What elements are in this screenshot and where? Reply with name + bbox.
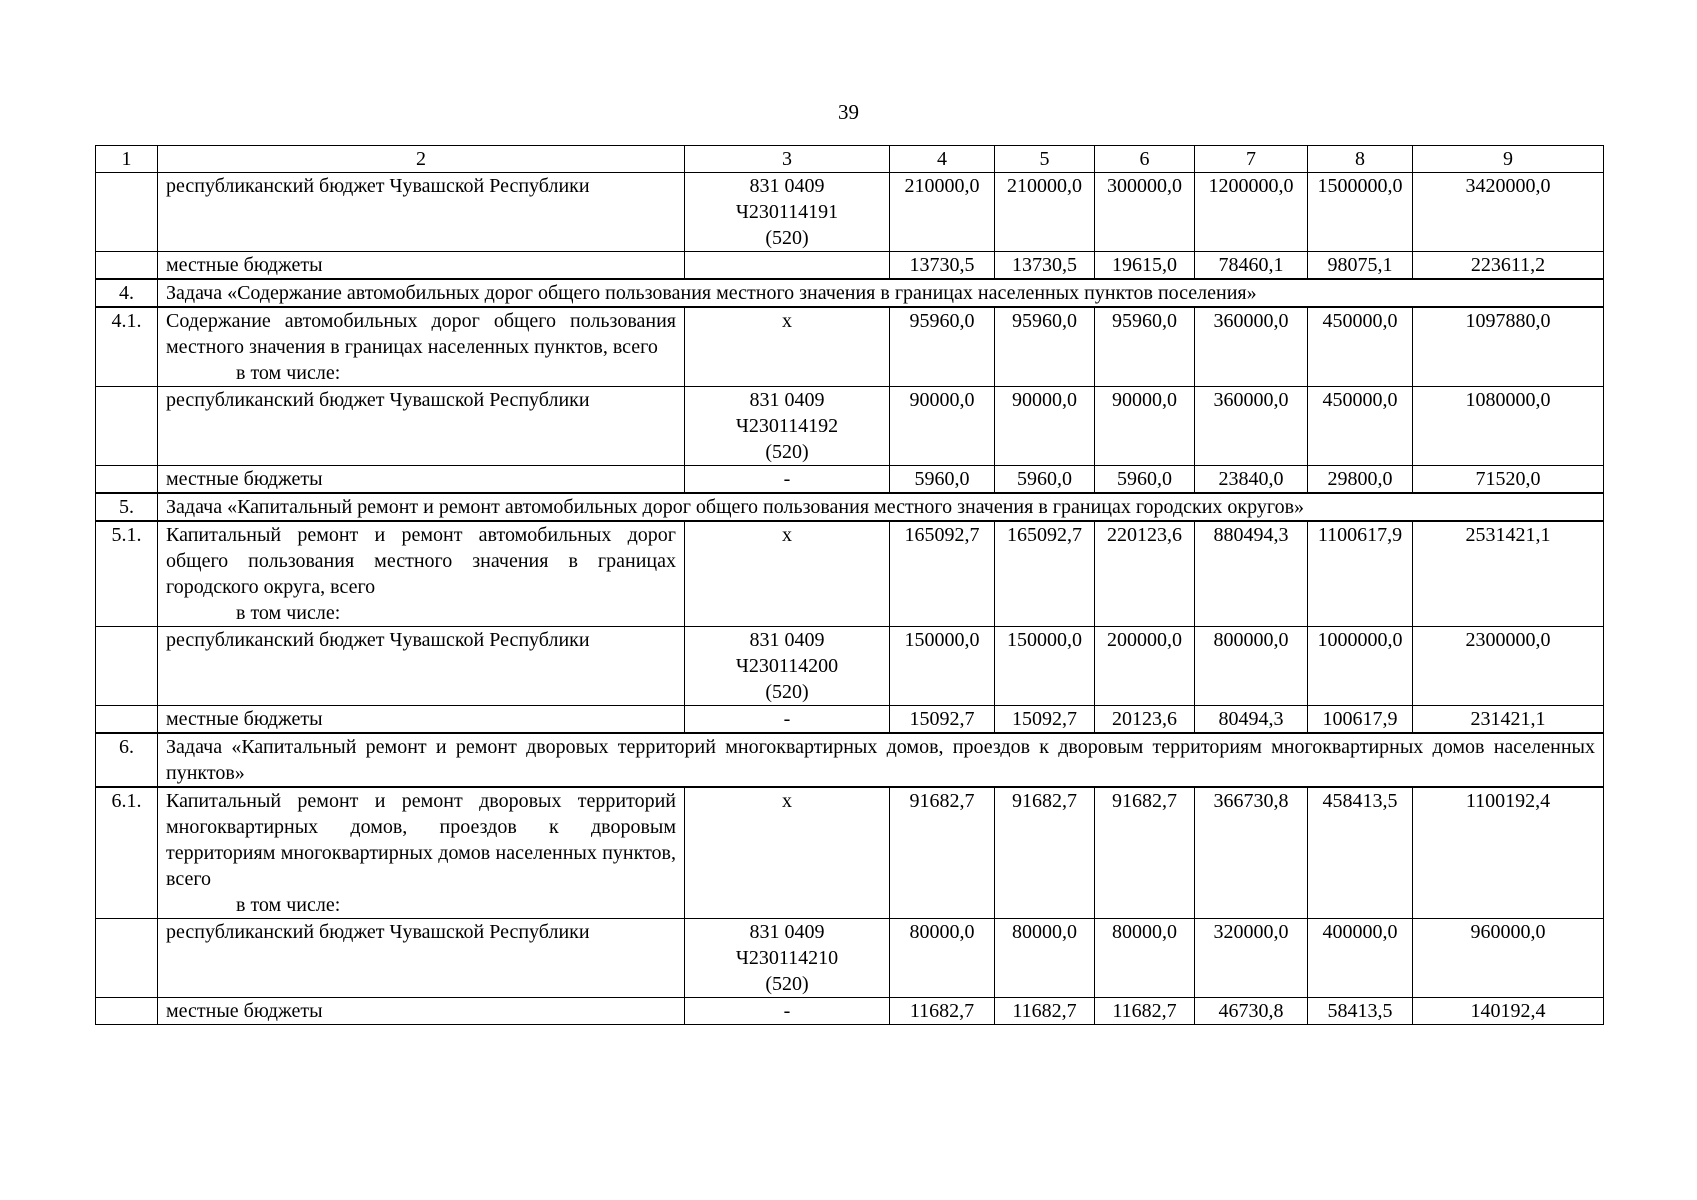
amount-cell: 71520,0: [1413, 466, 1604, 494]
row-number: 4.: [96, 279, 158, 307]
amount-cell: 220123,6: [1095, 521, 1195, 627]
budget-code: [685, 466, 890, 494]
amount-cell: 11682,7: [995, 998, 1095, 1025]
budget-code-line: х: [782, 310, 792, 332]
amount-cell: 29800,0: [1308, 466, 1413, 494]
amount-cell: 13730,5: [995, 252, 1095, 280]
amount-cell: 450000,0: [1308, 307, 1413, 387]
amount-cell: 458413,5: [1308, 787, 1413, 919]
amount-cell: 91682,7: [1095, 787, 1195, 919]
budget-code: [685, 998, 890, 1025]
row-number: 6.: [96, 733, 158, 787]
funding-source-row: [96, 466, 1604, 494]
budget-code-line: 831 0409: [749, 389, 825, 411]
row-description: [158, 252, 685, 280]
amount-cell: 150000,0: [995, 627, 1095, 706]
amount-cell: 78460,1: [1195, 252, 1308, 280]
budget-table: [95, 145, 1604, 1025]
amount-cell: 90000,0: [890, 387, 995, 466]
row-number: [96, 173, 158, 252]
task-title: Задача «Капитальный ремонт и ремонт автомобильных дорог общего пользования местного значения в границах городских округов»: [158, 493, 1604, 521]
item-row: [96, 307, 1604, 387]
amount-cell: 11682,7: [1095, 998, 1195, 1025]
funding-source-row: [96, 706, 1604, 734]
amount-cell: 100617,9: [1308, 706, 1413, 734]
amount-cell: 5960,0: [1095, 466, 1195, 494]
including-note: в том числе:: [236, 362, 341, 384]
amount-cell: 95960,0: [995, 307, 1095, 387]
table-body: [96, 146, 1604, 1025]
description-text: Капитальный ремонт и ремонт автомобильных дорог общего пользования местного значения в границах городского округа, всего: [166, 524, 676, 598]
budget-code-line: -: [783, 468, 791, 490]
budget-code-line: х: [782, 524, 792, 546]
amount-cell: 1097880,0: [1413, 307, 1604, 387]
column-number: 4: [890, 146, 995, 173]
row-description: [158, 173, 685, 252]
budget-code-line: Ч230114200: [735, 655, 839, 677]
budget-code-line: (520): [765, 973, 809, 995]
amount-cell: 90000,0: [995, 387, 1095, 466]
row-number: [96, 998, 158, 1025]
budget-code-line: -: [783, 1000, 791, 1022]
budget-code-line: 831 0409: [749, 175, 825, 197]
funding-source-row: [96, 252, 1604, 280]
amount-cell: 15092,7: [995, 706, 1095, 734]
amount-cell: 165092,7: [890, 521, 995, 627]
budget-code-line: Ч230114191: [735, 201, 839, 223]
amount-cell: 1500000,0: [1308, 173, 1413, 252]
row-number: [96, 627, 158, 706]
amount-cell: 95960,0: [1095, 307, 1195, 387]
amount-cell: 19615,0: [1095, 252, 1195, 280]
row-number: 5.1.: [96, 521, 158, 627]
budget-code-line: 831 0409: [749, 629, 825, 651]
amount-cell: 20123,6: [1095, 706, 1195, 734]
amount-cell: 300000,0: [1095, 173, 1195, 252]
amount-cell: 165092,7: [995, 521, 1095, 627]
amount-cell: 2300000,0: [1413, 627, 1604, 706]
funding-source-row: [96, 919, 1604, 998]
column-number: 9: [1413, 146, 1604, 173]
budget-code-line: (520): [765, 681, 809, 703]
amount-cell: 91682,7: [890, 787, 995, 919]
amount-cell: 360000,0: [1195, 387, 1308, 466]
task-row: [96, 279, 1604, 307]
budget-code: [685, 787, 890, 919]
funding-source-row: [96, 387, 1604, 466]
column-number: 3: [685, 146, 890, 173]
amount-cell: 210000,0: [995, 173, 1095, 252]
amount-cell: 200000,0: [1095, 627, 1195, 706]
description-text: Содержание автомобильных дорог общего пользования местного значения в границах населенных пунктов, всего: [166, 310, 676, 358]
amount-cell: 95960,0: [890, 307, 995, 387]
amount-cell: 320000,0: [1195, 919, 1308, 998]
budget-code: [685, 173, 890, 252]
amount-cell: 450000,0: [1308, 387, 1413, 466]
column-number: 7: [1195, 146, 1308, 173]
budget-code: [685, 387, 890, 466]
description-text: республиканский бюджет Чувашской Республики: [166, 175, 590, 197]
amount-cell: 2531421,1: [1413, 521, 1604, 627]
budget-code: [685, 706, 890, 734]
description-text: республиканский бюджет Чувашской Республики: [166, 629, 590, 651]
task-row: [96, 493, 1604, 521]
task-title: Задача «Содержание автомобильных дорог общего пользования местного значения в границах населенных пунктов поселения»: [158, 279, 1604, 307]
description-text: Капитальный ремонт и ремонт дворовых территорий многоквартирных домов, проездов к дворовым территориям многоквартирных домов населенных пунктов, всего: [166, 790, 676, 890]
amount-cell: 80494,3: [1195, 706, 1308, 734]
task-row: [96, 733, 1604, 787]
amount-cell: 13730,5: [890, 252, 995, 280]
row-description: [158, 307, 685, 387]
budget-code: [685, 252, 890, 280]
amount-cell: 98075,1: [1308, 252, 1413, 280]
row-description: [158, 998, 685, 1025]
amount-cell: 1100192,4: [1413, 787, 1604, 919]
budget-code-line: Ч230114192: [735, 415, 839, 437]
item-row: [96, 521, 1604, 627]
amount-cell: 90000,0: [1095, 387, 1195, 466]
amount-cell: 231421,1: [1413, 706, 1604, 734]
amount-cell: 80000,0: [890, 919, 995, 998]
amount-cell: 140192,4: [1413, 998, 1604, 1025]
amount-cell: 91682,7: [995, 787, 1095, 919]
amount-cell: 80000,0: [1095, 919, 1195, 998]
page-number: 39: [838, 100, 859, 124]
amount-cell: 960000,0: [1413, 919, 1604, 998]
budget-code-line: (520): [765, 227, 809, 249]
including-note: в том числе:: [236, 894, 341, 916]
budget-code-line: (520): [765, 441, 809, 463]
description-text: республиканский бюджет Чувашской Республики: [166, 389, 590, 411]
row-description: [158, 627, 685, 706]
amount-cell: 366730,8: [1195, 787, 1308, 919]
amount-cell: 210000,0: [890, 173, 995, 252]
amount-cell: 80000,0: [995, 919, 1095, 998]
item-row: [96, 787, 1604, 919]
amount-cell: 11682,7: [890, 998, 995, 1025]
funding-source-row: [96, 627, 1604, 706]
row-number: [96, 387, 158, 466]
amount-cell: 800000,0: [1195, 627, 1308, 706]
amount-cell: 1100617,9: [1308, 521, 1413, 627]
amount-cell: 23840,0: [1195, 466, 1308, 494]
column-number-row: [96, 146, 1604, 173]
row-description: [158, 706, 685, 734]
row-number: [96, 466, 158, 494]
amount-cell: 150000,0: [890, 627, 995, 706]
including-note: в том числе:: [236, 602, 341, 624]
amount-cell: 360000,0: [1195, 307, 1308, 387]
amount-cell: 3420000,0: [1413, 173, 1604, 252]
amount-cell: 1200000,0: [1195, 173, 1308, 252]
row-description: [158, 787, 685, 919]
budget-code-line: Ч230114210: [735, 947, 839, 969]
amount-cell: 1000000,0: [1308, 627, 1413, 706]
column-number: 5: [995, 146, 1095, 173]
budget-code-line: 831 0409: [749, 921, 825, 943]
description-text: республиканский бюджет Чувашской Республики: [166, 921, 590, 943]
budget-code: [685, 307, 890, 387]
funding-source-row: [96, 173, 1604, 252]
column-number: 2: [158, 146, 685, 173]
amount-cell: 880494,3: [1195, 521, 1308, 627]
row-number: 5.: [96, 493, 158, 521]
row-number: 4.1.: [96, 307, 158, 387]
column-number: 6: [1095, 146, 1195, 173]
amount-cell: 58413,5: [1308, 998, 1413, 1025]
budget-code: [685, 521, 890, 627]
row-description: [158, 919, 685, 998]
row-number: [96, 919, 158, 998]
row-number: [96, 252, 158, 280]
description-text: местные бюджеты: [166, 1000, 323, 1022]
amount-cell: 46730,8: [1195, 998, 1308, 1025]
budget-code: [685, 919, 890, 998]
amount-cell: 5960,0: [890, 466, 995, 494]
column-number: 8: [1308, 146, 1413, 173]
row-number: [96, 706, 158, 734]
budget-code: [685, 627, 890, 706]
description-text: местные бюджеты: [166, 708, 323, 730]
amount-cell: 5960,0: [995, 466, 1095, 494]
row-number: 6.1.: [96, 787, 158, 919]
row-description: [158, 521, 685, 627]
amount-cell: 400000,0: [1308, 919, 1413, 998]
amount-cell: 15092,7: [890, 706, 995, 734]
column-number: 1: [96, 146, 158, 173]
budget-code-line: х: [782, 790, 792, 812]
funding-source-row: [96, 998, 1604, 1025]
amount-cell: 1080000,0: [1413, 387, 1604, 466]
row-description: [158, 387, 685, 466]
budget-code-line: -: [783, 708, 791, 730]
row-description: [158, 466, 685, 494]
description-text: местные бюджеты: [166, 254, 323, 276]
amount-cell: 223611,2: [1413, 252, 1604, 280]
description-text: местные бюджеты: [166, 468, 323, 490]
task-title: Задача «Капитальный ремонт и ремонт дворовых территорий многоквартирных домов, проездов к дворовым территориям многоквартирных домов населенных пунктов»: [158, 733, 1604, 787]
